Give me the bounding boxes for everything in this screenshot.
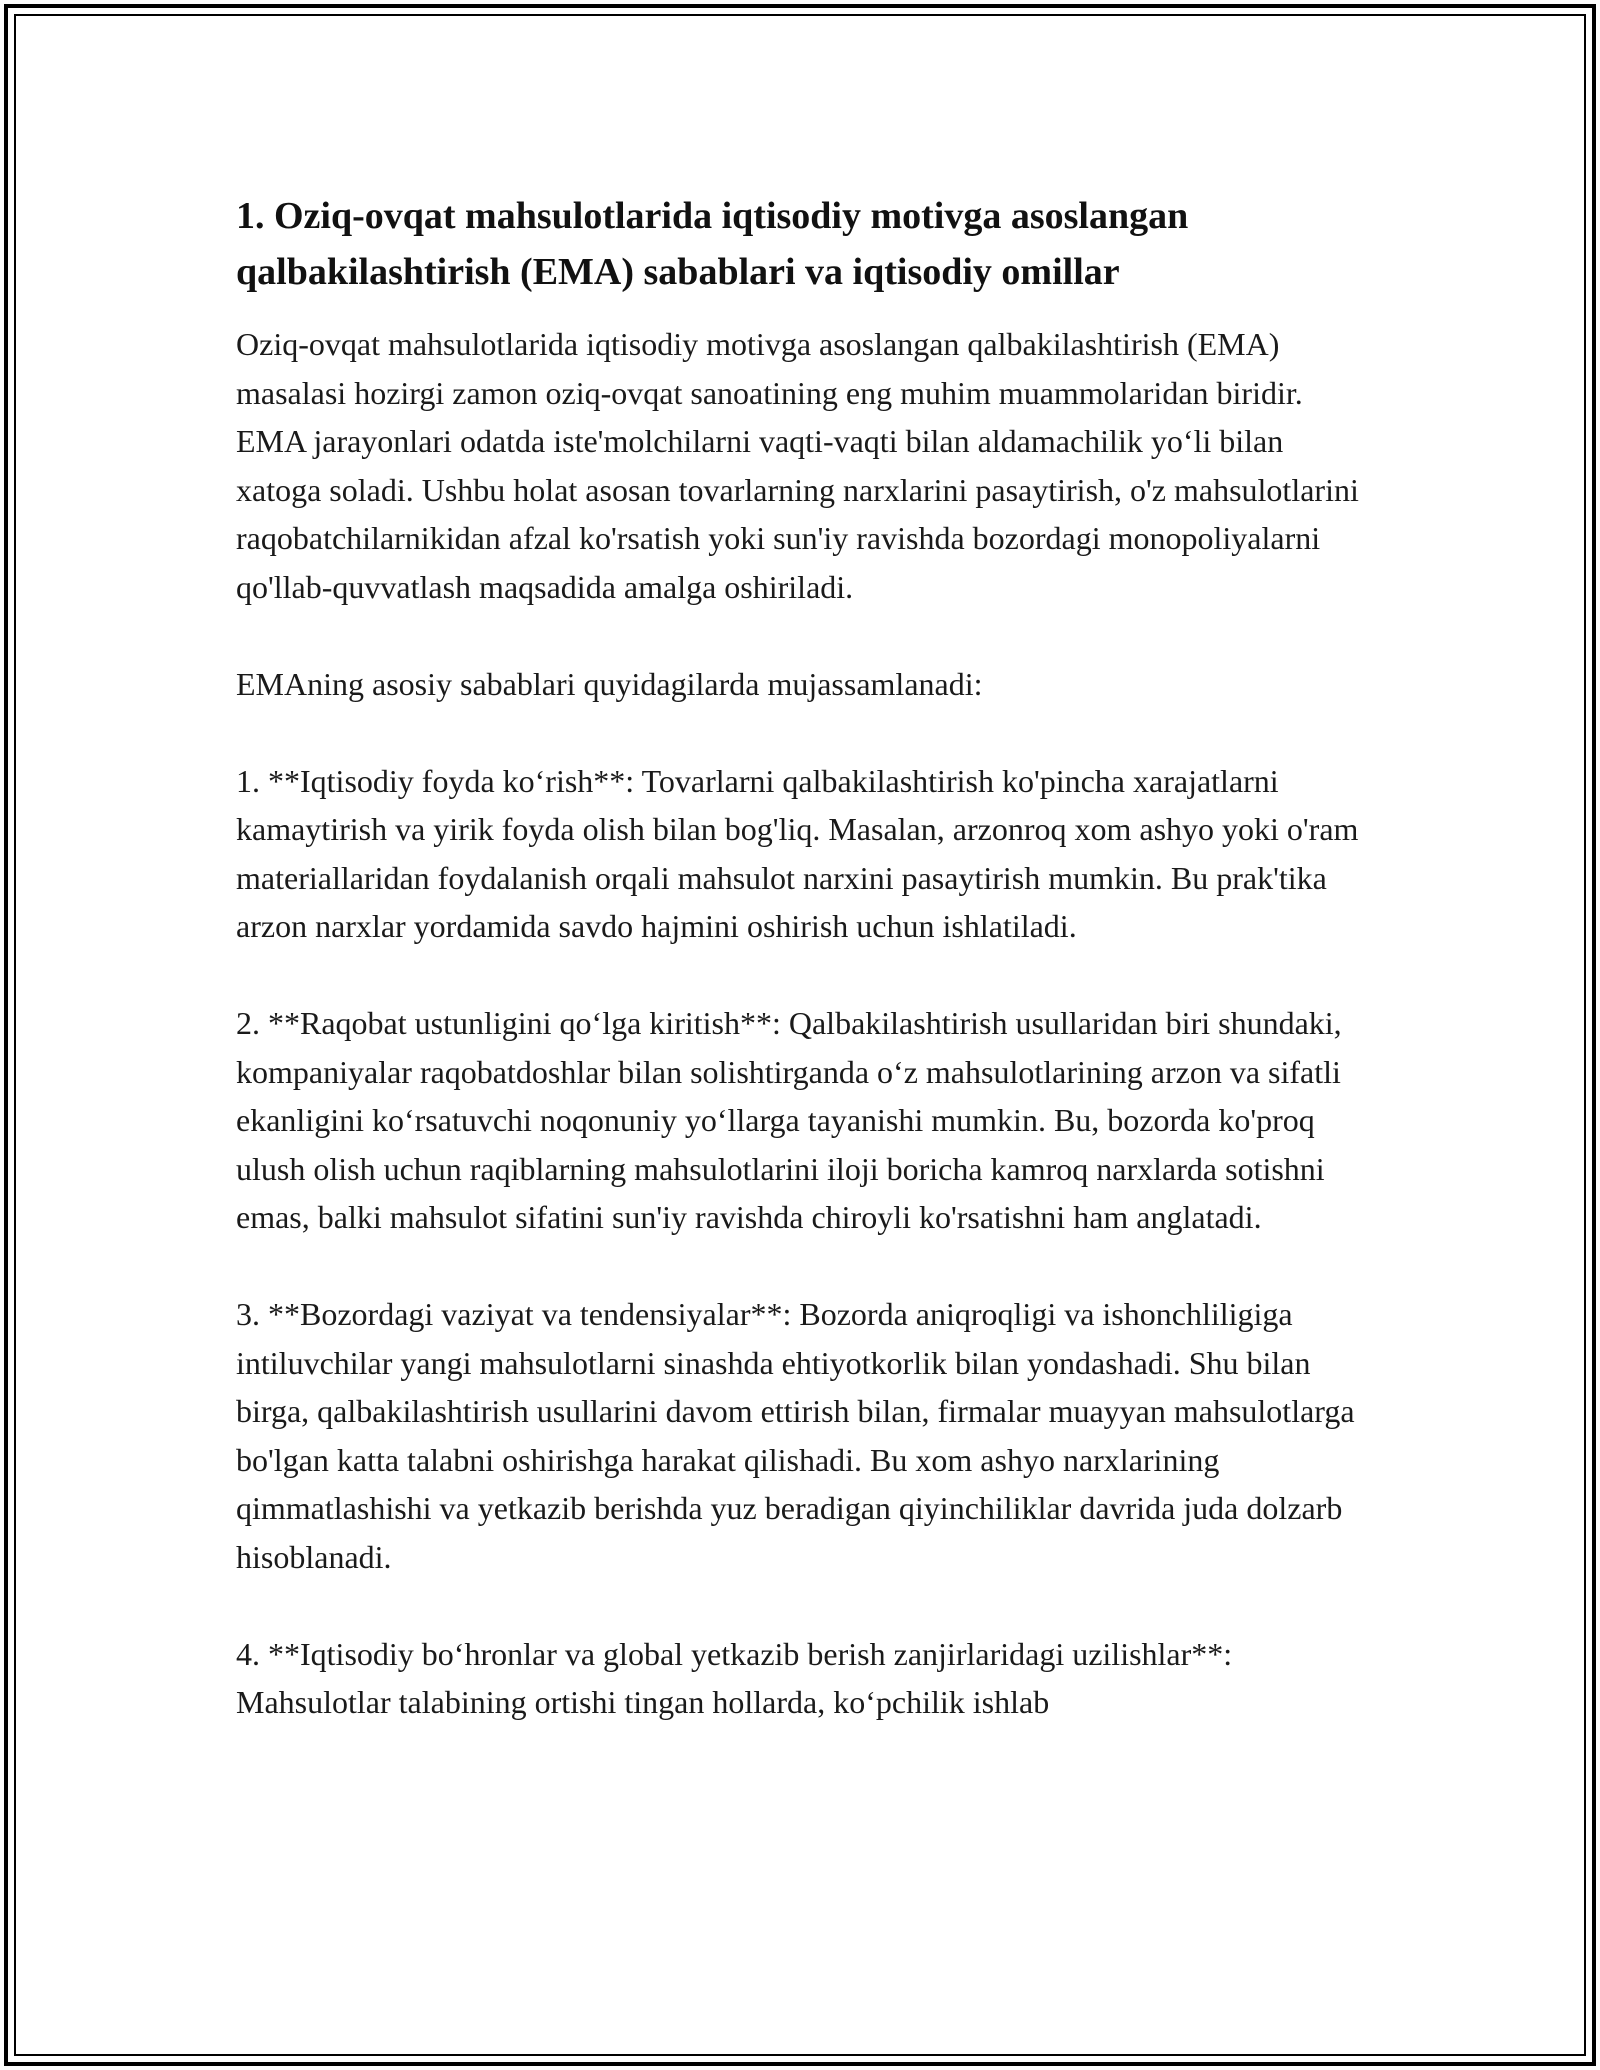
cause-2-paragraph: 2. **Raqobat ustunligini qo‘lga kiritish**: Qalbakilashtirish usullaridan biri shundaki, kompaniyalar raqobatdoshlar bilan solishtirganda o‘z mahsulotlarining arzon va sifatli ekanligini ko‘rsatuvchi noqonuniy yo‘llarga tayanishi mumkin. Bu, bozorda ko'proq ulush olish uchun raqiblarning mahsulotlarini iloji boricha kamroq narxlarda sotishni emas, balki mahsulot sifatini sun'iy ravishda chiroyli ko'rsatishni ham anglatadi. (236, 1005, 1342, 1235)
causes-lead-paragraph: EMAning asosiy sabablari quyidagilarda mujassamlanadi: (236, 665, 983, 702)
cause-4-paragraph: 4. **Iqtisodiy bo‘hronlar va global yetkazib berish zanjirlaridagi uzilishlar**: Mahsulotlar talabining ortishi tingan hollarda, ko‘pchilik ishlab (236, 1635, 1233, 1720)
cause-1-paragraph: 1. **Iqtisodiy foyda ko‘rish**: Tovarlarni qalbakilashtirish ko'pincha xarajatlarni kamaytirish va yirik foyda olish bilan bog'liq. Masalan, arzonroq xom ashyo yoki o'ram materiallaridan foydalanish orqali mahsulot narxini pasaytirish mumkin. Bu prak'tika arzon narxlar yordamida savdo hajmini oshirish uchun ishlatiladi. (236, 762, 1359, 944)
cause-3-paragraph: 3. **Bozordagi vaziyat va tendensiyalar**: Bozorda aniqroqligi va ishonchliligiga intiluvchilar yangi mahsulotlarni sinashda ehtiyotkorlik bilan yondashadi. Shu bilan birga, qalbakilashtirish usullarini davom ettirish bilan, firmalar muayyan mahsulotlarga bo'lgan katta talabni oshirishga harakat qilishadi. Bu xom ashyo narxlarining qimmatlashishi va yetkazib berishda yuz beradigan qiyinchiliklar davrida juda dolzarb hisoblanadi. (236, 1296, 1355, 1575)
document-body (236, 188, 1376, 1727)
section-title: 1. Oziq-ovqat mahsulotlarida iqtisodiy motivga asoslangan qalbakilashtirish (EMA) sabablari va iqtisodiy omillar (236, 195, 1189, 293)
intro-paragraph: Oziq-ovqat mahsulotlarida iqtisodiy motivga asoslangan qalbakilashtirish (EMA) masalasi hozirgi zamon oziq-ovqat sanoatining eng muhim muammolaridan biridir. EMA jarayonlari odatda iste'molchilarni vaqti-vaqti bilan aldamachilik yo‘li bilan xatoga soladi. Ushbu holat asosan tovarlarning narxlarini pasaytirish, o'z mahsulotlarini raqobatchilarnikidan afzal ko'rsatish yoki sun'iy ravishda bozordagi monopoliyalarni qo'llab-quvvatlash maqsadida amalga oshiriladi. (236, 326, 1359, 605)
